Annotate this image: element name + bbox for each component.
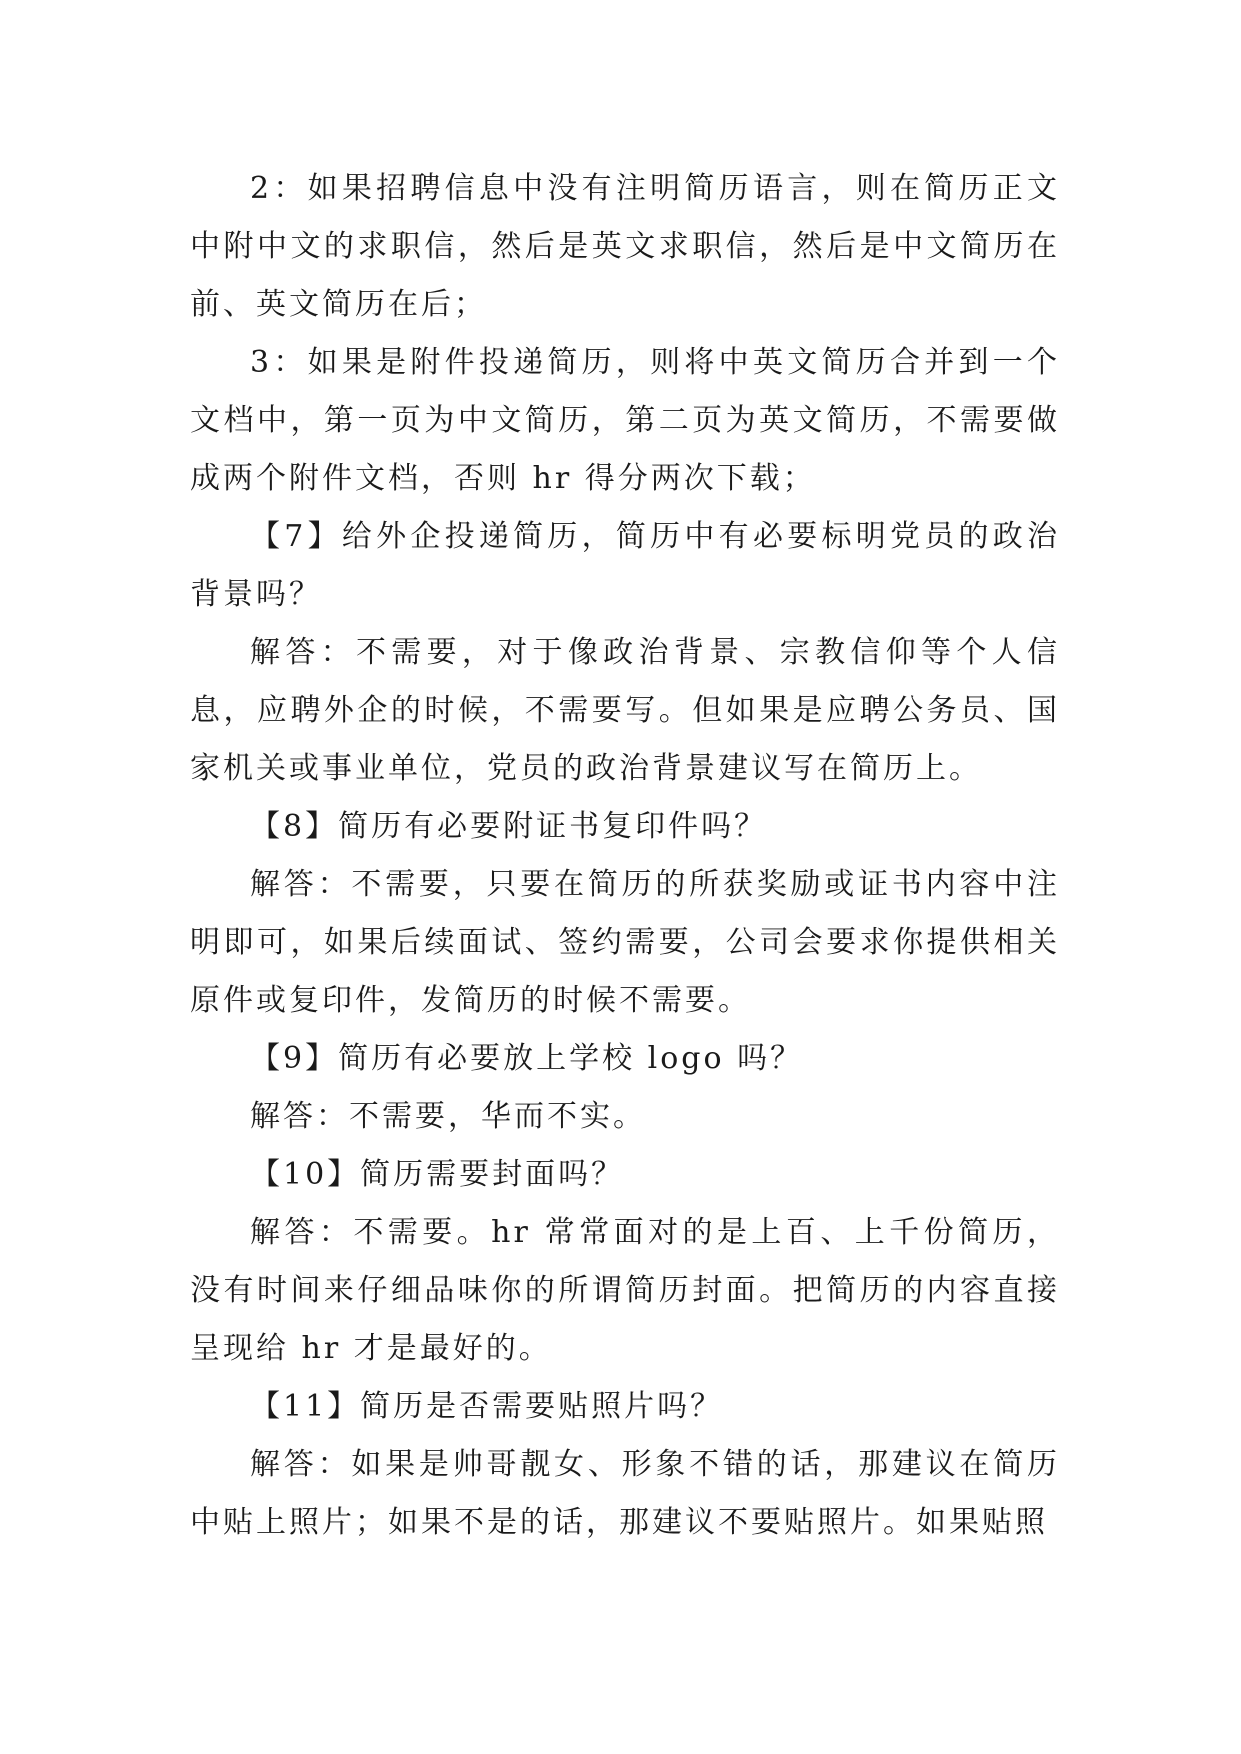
answer-10: 解答：不需要。hr 常常面对的是上百、上千份简历，没有时间来仔细品味你的所谓简历封面。把简历的内容直接呈现给 hr 才是最好的。 [190, 1215, 1060, 1366]
answer-11: 解答：如果是帅哥靓女、形象不错的话，那建议在简历中贴上照片；如果不是的话，那建议不要贴照片。如果贴照 [190, 1447, 1060, 1540]
question-9: 【9】简历有必要放上学校 logo 吗？ [250, 1041, 804, 1076]
answer-8: 解答：不需要，只要在简历的所获奖励或证书内容中注明即可，如果后续面试、签约需要，公司会要求你提供相关原件或复印件，发简历的时候不需要。 [190, 867, 1060, 1018]
paragraph-resume-language: 2：如果招聘信息中没有注明简历语言，则在简历正文中附中文的求职信，然后是英文求职信，然后是中文简历在前、英文简历在后； [190, 171, 1060, 322]
question-7: 【7】给外企投递简历，简历中有必要标明党员的政治背景吗？ [190, 519, 1060, 612]
document-body [190, 160, 1060, 1552]
question-10: 【10】简历需要封面吗？ [250, 1157, 625, 1192]
answer-9: 解答：不需要，华而不实。 [250, 1099, 646, 1134]
question-8: 【8】简历有必要附证书复印件吗？ [250, 809, 768, 844]
paragraph-attachment: 3：如果是附件投递简历，则将中英文简历合并到一个文档中，第一页为中文简历，第二页为英文简历，不需要做成两个附件文档，否则 hr 得分两次下载； [190, 345, 1060, 496]
answer-7: 解答：不需要，对于像政治背景、宗教信仰等个人信息，应聘外企的时候，不需要写。但如果是应聘公务员、国家机关或事业单位，党员的政治背景建议写在简历上。 [190, 635, 1060, 786]
question-11: 【11】简历是否需要贴照片吗？ [250, 1389, 724, 1424]
